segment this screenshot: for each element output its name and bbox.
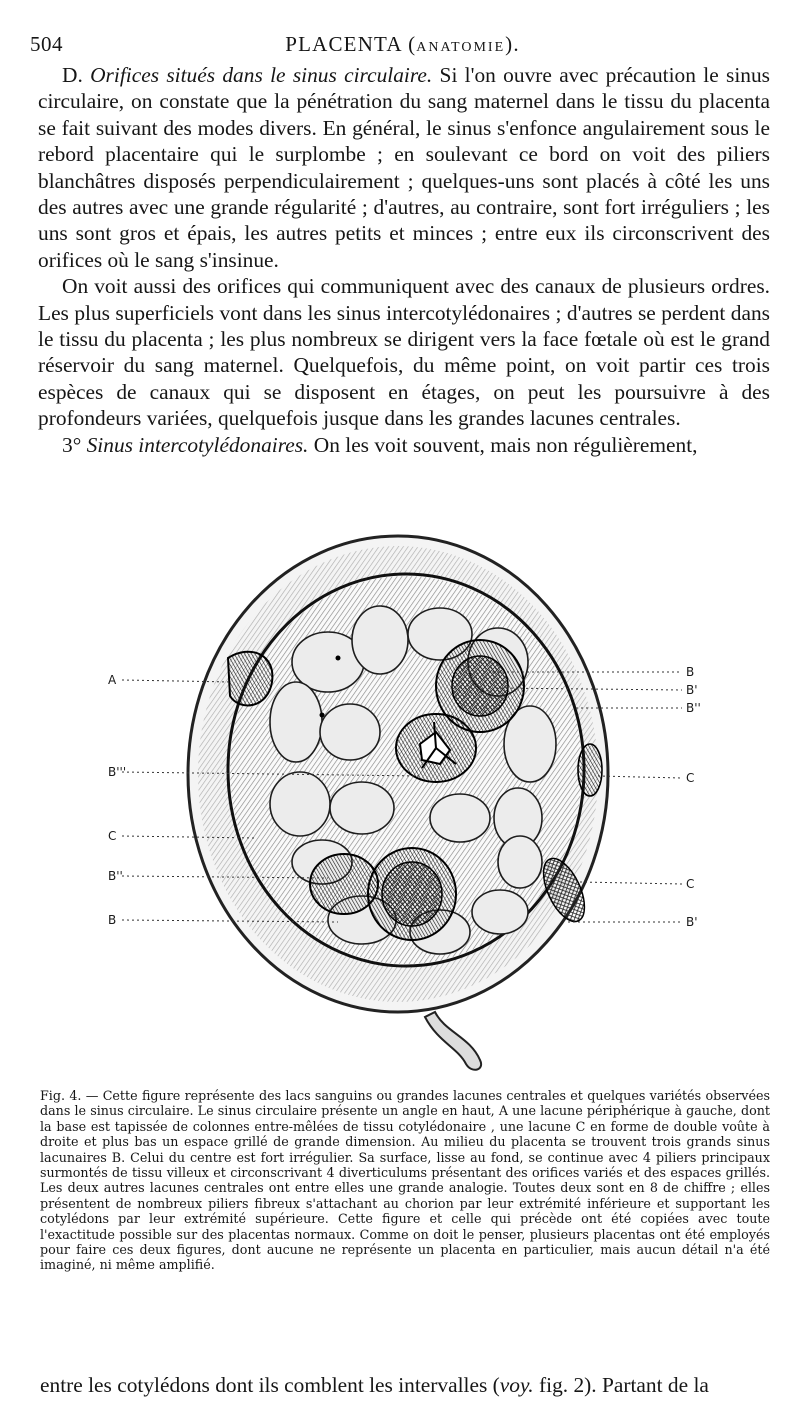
paragraph-orifices (38, 62, 770, 273)
body-text-bottom (40, 1372, 770, 1398)
label-right-b-prime-lower: B' (686, 915, 698, 929)
label-left-b: B (108, 913, 117, 927)
continuation-text-end: fig. 2). Partant de la (533, 1373, 709, 1397)
continuation-voy: voy. (499, 1373, 534, 1397)
page-number: 504 (30, 32, 63, 56)
paragraph-continuation (40, 1372, 770, 1398)
umbilical-cord-remnant (425, 1012, 481, 1070)
paragraph-lead: 3° (62, 432, 87, 457)
peripheral-lacuna-a (228, 652, 272, 706)
label-right-b-double-prime: B'' (686, 701, 701, 715)
paragraph-body: Si l'on ouvre avec précaution le sinus circulaire, on constate que la pénétration du sang maternel dans le tissu du placenta se fait suivant des modes divers. En général, le sinus s'enfonce angulairement sous le rebord placentaire qui le surplombe ; en soulevant ce bord on voit des piliers blanchâtres disposés perpendiculairement ; quelques-uns sont placés à côté les uns des autres avec une grande régularité ; d'autres, au contraire, sont fort irréguliers ; les uns sont gros et épais, les autres petits et minces ; entre eux ils circonscrivent des orifices où le sang s'insinue. (38, 63, 770, 272)
label-right-c: C (686, 771, 695, 785)
paragraph-body: On voit aussi des orifices qui communiquent avec des canaux de plusieurs ordres. Les plus superficiels vont dans les sinus intercotylédonaires ; d'autres se perdent dans le tissu du placenta ; les plus nombreux se dirigent vers la face fœtale où est le grand réservoir du sang maternel. Quelquefois, du même point, on voit partir ces trois espèces de canaux qui se disposent en étages, on peut les poursuivre à des profondeurs variées, quelquefois jusque dans les grandes lacunes centrales. (38, 274, 770, 431)
running-head (30, 32, 775, 57)
running-head-title: PLACENTA (285, 32, 402, 56)
caption-text: Fig. 4. — Cette figure représente des lacs sanguins ou grandes lacunes centrales et quelques variétés observées dans le sinus circulaire. Le sinus circulaire présente un angle en haut, A une lacune périphérique à gauche, dont la base est tapissée de colonnes entre-mêlées de tissu cotylédonaire , une lacune C en forme de double voûte à droite et plus bas un espace grillé de grande dimension. Au milieu du placenta se trouvent trois grands sinus lacunaires B. Celui du centre est fort irrégulier. Sa surface, lisse au fond, se continue avec 4 piliers principaux surmontés de tissu villeux et circonscrivant 4 diverticulums présentant des orifices variés et des espaces grillés. Les deux autres lacunes centrales ont entre elles une grande analogie. Toutes deux sont en 8 de chiffre ; elles présentent de nombreux piliers fibreux s'attachant au chorion par leur extrémité inférieure et supportant les cotylédons par leur extrémité supérieure. Cette figure et celle qui précède ont été copiées avec toute l'exactitude possible sur des placentas normaux. Comme on doit le penser, plusieurs placentas ont été employés pour faire ces deux figures, dont aucune ne représente un placenta en particulier, mais aucun détail n'a été imaginé, ni même amplifié. (40, 1088, 770, 1273)
label-left-a: A (108, 673, 117, 687)
figure-caption (40, 1088, 770, 1273)
page-header (30, 30, 775, 60)
label-right-b: B (686, 665, 695, 679)
label-right-b-prime: B' (686, 683, 698, 697)
body-text-top (38, 62, 770, 458)
running-head-paren-close: ). (505, 32, 520, 56)
paragraph-lead: D. (62, 63, 91, 87)
placenta-illustration (100, 512, 780, 1080)
paragraph-canaux (38, 273, 770, 431)
running-head-paren-open: ( (401, 32, 417, 56)
paragraph-body: On les voit souvent, mais non régulièrement, (308, 432, 698, 457)
label-left-b-double-prime: B'' (108, 869, 123, 883)
double-vault-lacuna-c (578, 744, 602, 796)
label-right-c-lower: C (686, 877, 695, 891)
paragraph-sinus-intercotyledonaires (38, 432, 770, 458)
running-head-subtitle: ANATOMIE (416, 40, 506, 55)
label-left-b-triple-prime: B''' (108, 765, 127, 779)
label-left-c: C (108, 829, 117, 843)
figure-4-placenta-engraving (100, 512, 780, 1080)
continuation-text: entre les cotylédons dont ils comblent les intervalles ( (40, 1373, 500, 1397)
section-heading: Orifices situés dans le sinus circulaire. (90, 63, 433, 87)
section-heading: Sinus intercotylédonaires. (86, 432, 309, 457)
